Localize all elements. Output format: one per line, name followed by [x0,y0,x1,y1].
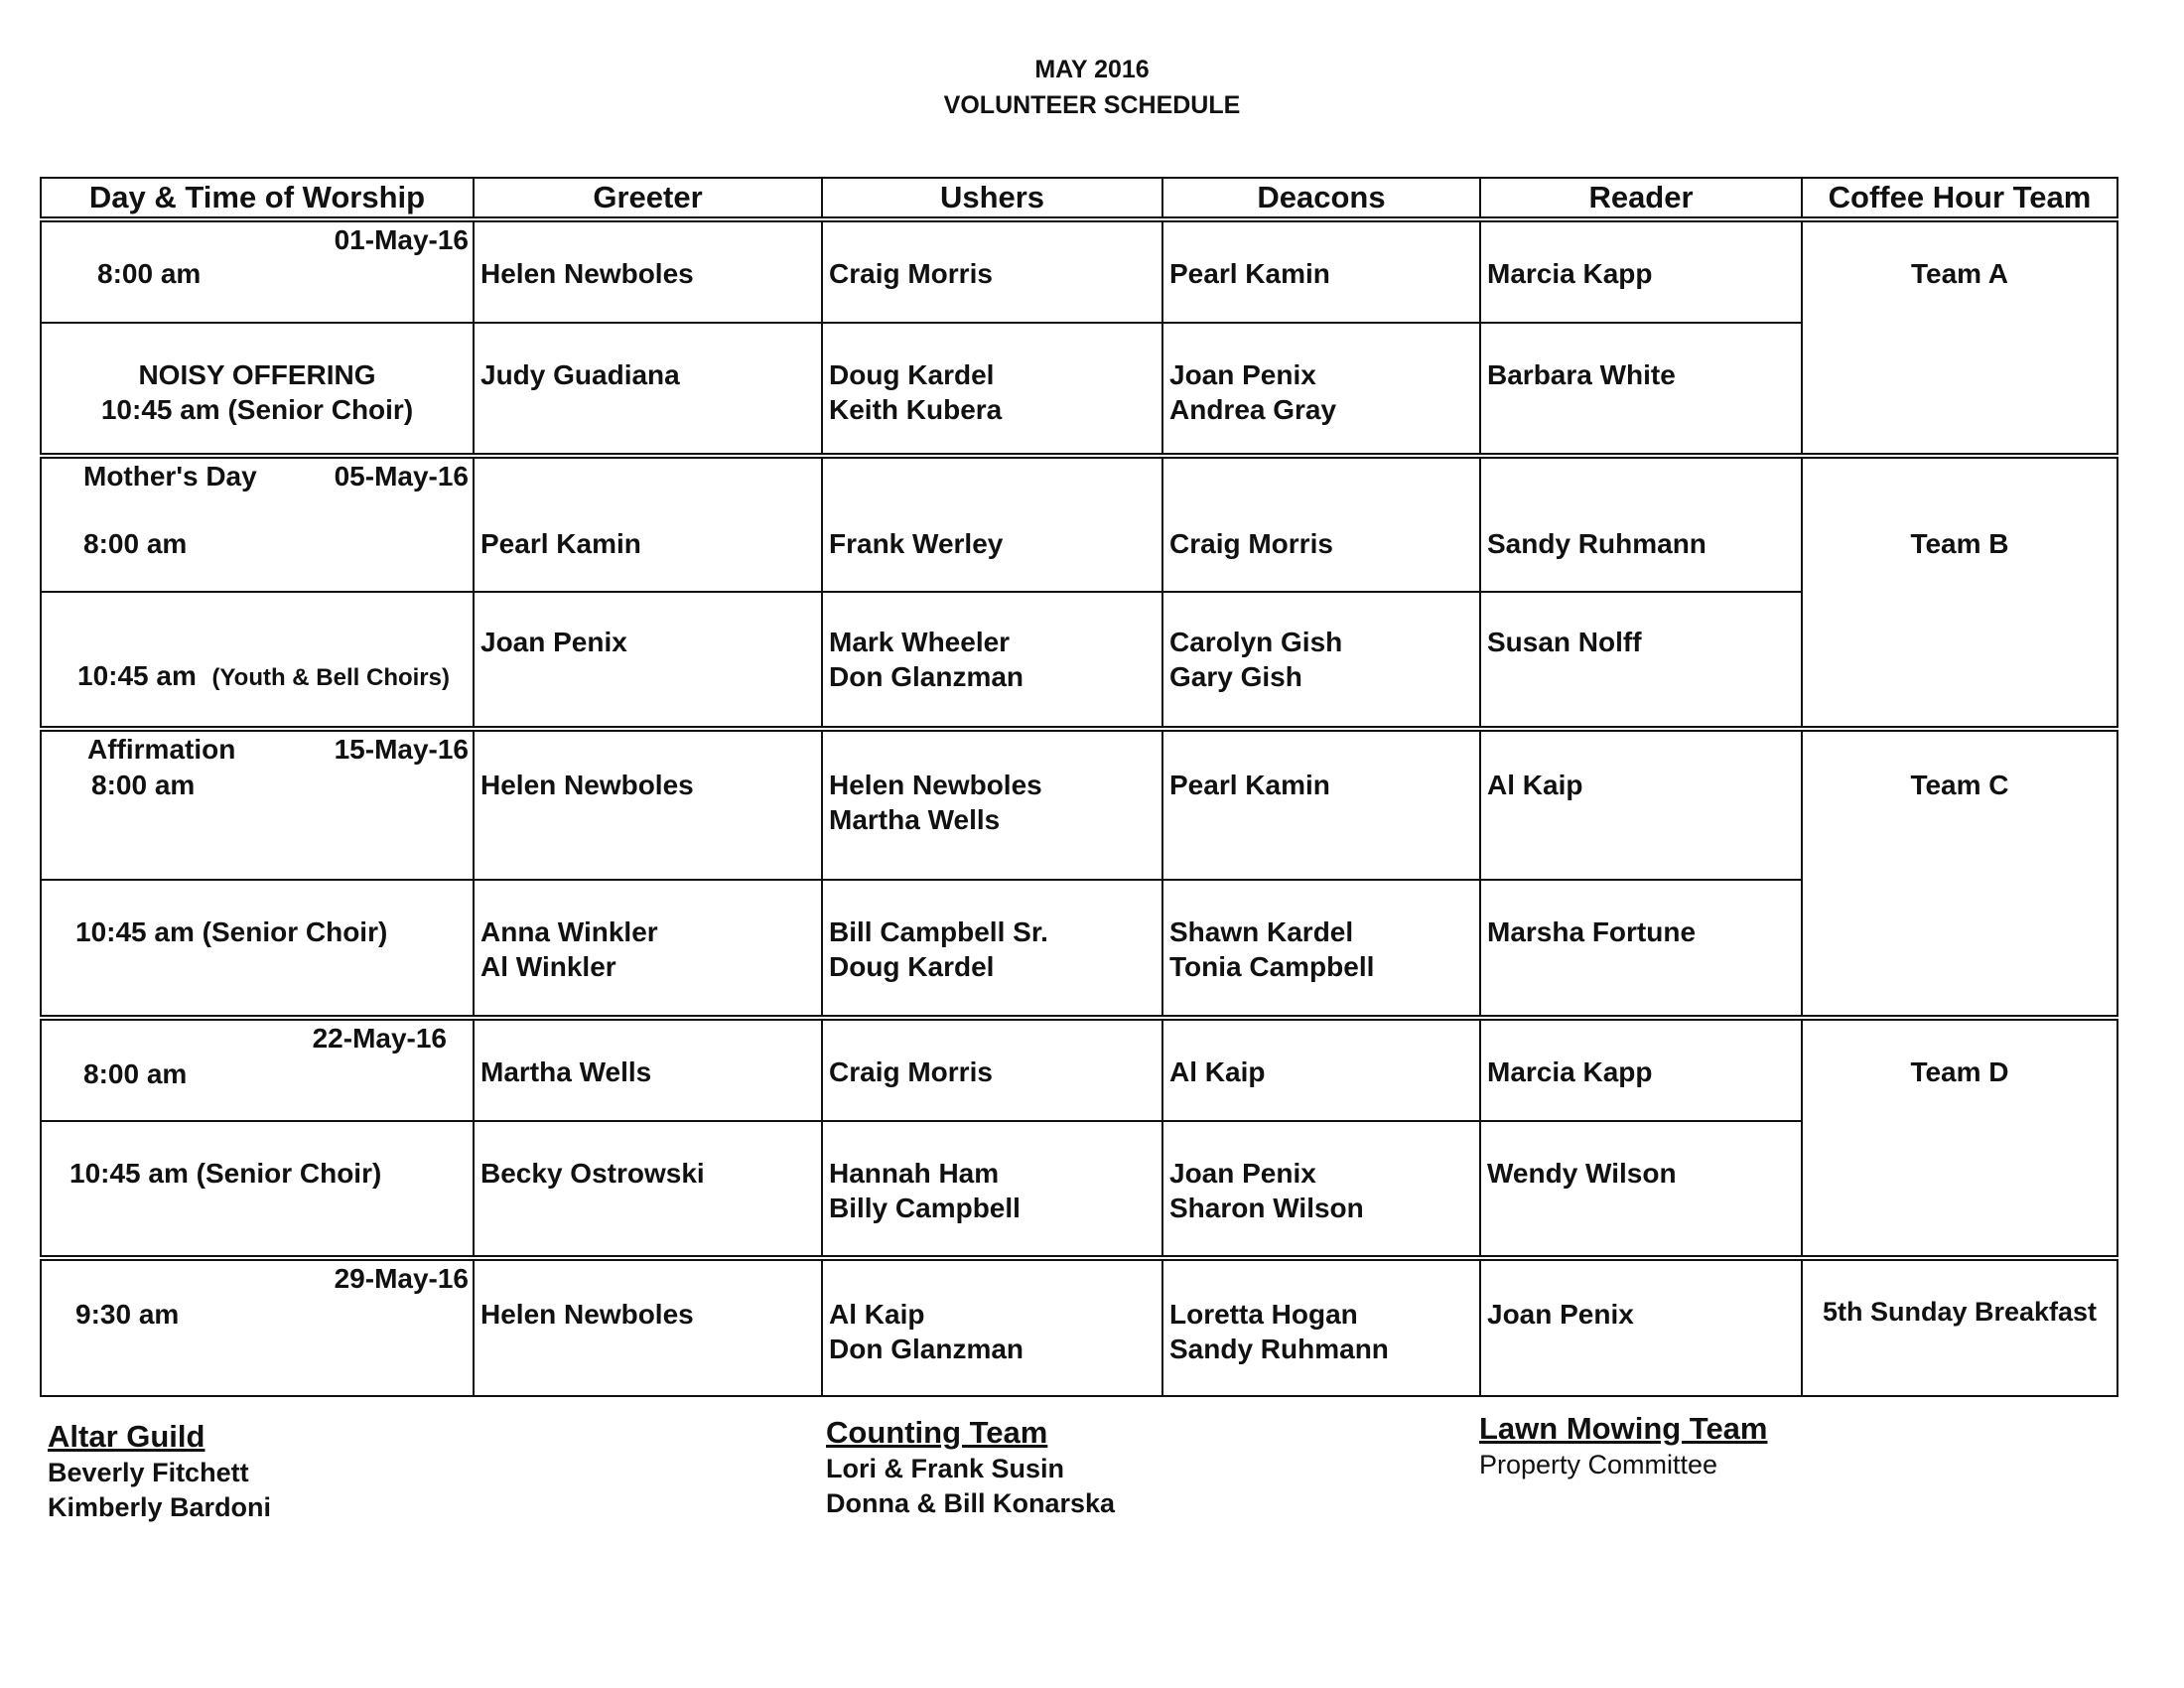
day-time-cell [41,729,474,880]
deacons-cell: Carolyn Gish Gary Gish [1169,627,1343,692]
coffee-team-cell: Team C [1910,770,2009,800]
deacons-cell: Shawn Kardel Tonia Campbell [1169,916,1375,982]
service-choir-note: (Youth & Bell Choirs) [211,664,450,691]
col-header-reader: Reader [1480,178,1802,219]
service-occasion: Affirmation [87,734,236,765]
ushers-cell: Al Kaip Don Glanzman [829,1299,1024,1364]
altar-guild-heading: Altar Guild [48,1419,205,1454]
ushers-cell: Mark Wheeler Don Glanzman [829,627,1024,692]
reader-cell: Barbara White [1487,359,1676,390]
reader-cell: Al Kaip [1487,770,1583,800]
col-header-ushers: Ushers [822,178,1162,219]
counting-team-member: Lori & Frank Susin [826,1454,1065,1483]
counting-team-section [826,1414,1115,1521]
service-date: 29-May-16 [334,1263,469,1294]
altar-guild-section [48,1418,271,1525]
col-header-day-time: Day & Time of Worship [41,178,474,219]
service-time: 10:45 am (Senior Choir) [75,916,388,947]
coffee-team-cell: Team B [1910,528,2009,559]
deacons-cell: Joan Penix Andrea Gray [1169,359,1337,425]
lawn-mowing-heading: Lawn Mowing Team [1479,1411,1768,1446]
day-time-cell [41,880,474,1018]
service-date: 01-May-16 [334,224,469,255]
lawn-mowing-member: Property Committee [1479,1450,1718,1479]
coffee-team-cell: 5th Sunday Breakfast [1822,1297,2098,1327]
greeter-cell: Anna Winkler Al Winkler [480,916,658,982]
ushers-cell: Hannah Ham Billy Campbell [829,1158,1021,1223]
service-time: 10:45 am (Senior Choir) [69,1158,382,1189]
greeter-cell: Judy Guadiana [480,359,680,390]
day-time-cell [41,592,474,729]
col-header-deacons: Deacons [1162,178,1480,219]
service-date: 05-May-16 [334,461,469,492]
service-time: 8:00 am [83,528,188,559]
table-row [41,1258,2117,1396]
table-row [41,1018,2117,1121]
coffee-team-cell: Team A [1910,258,2009,289]
ushers-cell: Craig Morris [829,1056,993,1087]
reader-cell: Marcia Kapp [1487,1056,1653,1087]
service-time: 9:30 am [75,1299,180,1330]
altar-guild-member: Kimberly Bardoni [48,1492,272,1522]
reader-cell: Sandy Ruhmann [1487,528,1706,559]
greeter-cell: Pearl Kamin [480,528,641,559]
day-time-cell [41,1018,474,1121]
service-time: 8:00 am [97,258,202,289]
col-header-greeter: Greeter [474,178,822,219]
day-time-cell [41,1258,474,1396]
service-note: NOISY OFFERING [138,359,376,390]
volunteer-schedule-table [40,177,2118,1397]
greeter-cell: Helen Newboles [480,258,694,289]
deacons-cell: Pearl Kamin [1169,258,1330,289]
ushers-cell: Helen Newboles Martha Wells [829,770,1042,835]
reader-cell: Joan Penix [1487,1299,1634,1330]
greeter-cell: Joan Penix [480,627,627,657]
reader-cell: Susan Nolff [1487,627,1642,657]
ushers-cell: Bill Campbell Sr. Doug Kardel [829,916,1048,982]
altar-guild-member: Beverly Fitchett [48,1458,249,1487]
deacons-cell: Loretta Hogan Sandy Ruhmann [1169,1299,1389,1364]
day-time-cell [41,219,474,323]
col-header-coffee-hour: Coffee Hour Team [1802,178,2117,219]
day-time-cell [41,323,474,456]
counting-team-heading: Counting Team [826,1415,1048,1450]
document-title: MAY 2016 [1034,56,1150,83]
counting-team-member: Donna & Bill Konarska [826,1488,1116,1518]
deacons-cell: Pearl Kamin [1169,770,1330,800]
reader-cell: Marcia Kapp [1487,258,1653,289]
reader-cell: Marsha Fortune [1487,916,1697,947]
service-time: 8:00 am [91,770,196,800]
service-date: 22-May-16 [312,1023,447,1054]
service-occasion: Mother's Day [83,461,257,492]
reader-cell: Wendy Wilson [1487,1158,1677,1189]
deacons-cell: Craig Morris [1169,528,1333,559]
greeter-cell: Helen Newboles [480,770,694,800]
coffee-team-cell: Team D [1910,1056,2009,1087]
service-time: 10:45 am [77,660,197,691]
greeter-cell: Martha Wells [480,1056,652,1087]
table-header-row [41,178,2117,219]
greeter-cell: Helen Newboles [480,1299,694,1330]
day-time-cell [41,1121,474,1258]
lawn-mowing-section [1479,1410,1768,1482]
table-row [41,729,2117,880]
document-subtitle: VOLUNTEER SCHEDULE [943,91,1241,119]
ushers-cell: Craig Morris [829,258,993,289]
table-row [41,219,2117,323]
service-time: 10:45 am (Senior Choir) [100,394,414,425]
ushers-cell: Frank Werley [829,528,1004,559]
deacons-cell: Al Kaip [1169,1056,1266,1087]
ushers-cell: Doug Kardel Keith Kubera [829,359,1003,425]
service-time: 8:00 am [83,1058,188,1089]
table-row [41,456,2117,592]
deacons-cell: Joan Penix Sharon Wilson [1169,1158,1364,1223]
greeter-cell: Becky Ostrowski [480,1158,705,1189]
service-date: 15-May-16 [334,734,469,765]
day-time-cell [41,456,474,592]
